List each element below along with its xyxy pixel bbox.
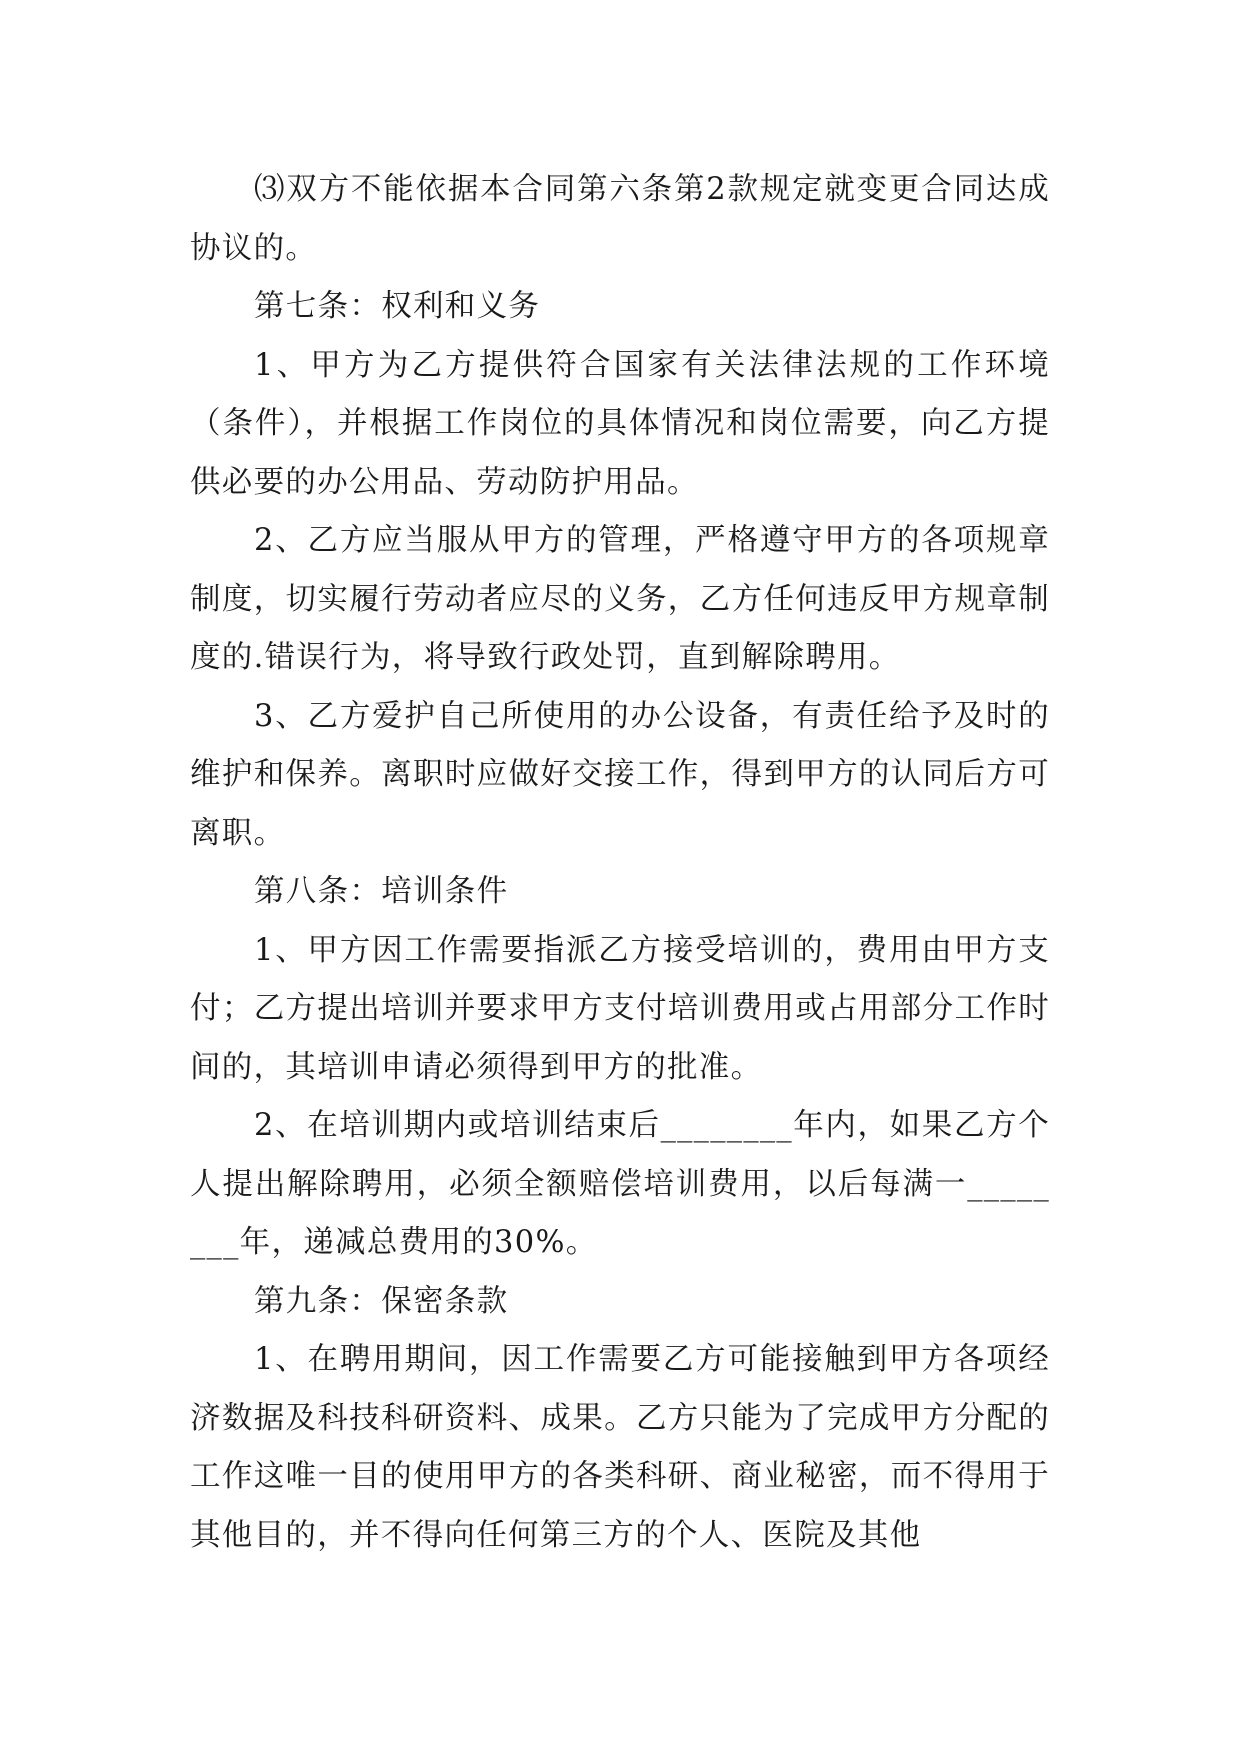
article-7-clause-1: 1、甲方为乙方提供符合国家有关法律法规的工作环境（条件），并根据工作岗位的具体情况和岗位需要，向乙方提供必要的办公用品、劳动防护用品。: [190, 347, 1050, 500]
article-9-clause-1: 1、在聘用期间，因工作需要乙方可能接触到甲方各项经济数据及科技科研资料、成果。乙方只能为了完成甲方分配的工作这唯一目的使用甲方的各类科研、商业秘密，而不得用于其他目的，并不得向任何第三方的个人、医院及其他: [190, 1342, 1050, 1553]
paragraph-item-3-continuation: ⑶双方不能依据本合同第六条第2款规定就变更合同达成协议的。: [190, 172, 1050, 266]
article-8-clause-1: 1、甲方因工作需要指派乙方接受培训的，费用由甲方支付；乙方提出培训并要求甲方支付培训费用或占用部分工作时间的，其培训申请必须得到甲方的批准。: [190, 932, 1050, 1085]
article-8-clause-2: 2、在培训期内或培训结束后________年内，如果乙方个人提出解除聘用，必须全额赔偿培训费用，以后每满一________年，递减总费用的30%。: [190, 1108, 1050, 1260]
article-7-heading: 第七条：权利和义务: [254, 289, 541, 324]
article-7-clause-3: 3、乙方爱护自己所使用的办公设备，有责任给予及时的维护和保养。离职时应做好交接工作，得到甲方的认同后方可离职。: [190, 698, 1050, 851]
article-9-heading: 第九条：保密条款: [254, 1283, 509, 1319]
article-8-heading: 第八条：培训条件: [254, 874, 509, 909]
document-body: [190, 161, 1050, 1565]
article-7-clause-2: 2、乙方应当服从甲方的管理，严格遵守甲方的各项规章制度，切实履行劳动者应尽的义务，乙方任何违反甲方规章制度的.错误行为，将导致行政处罚，直到解除聘用。: [190, 523, 1050, 675]
